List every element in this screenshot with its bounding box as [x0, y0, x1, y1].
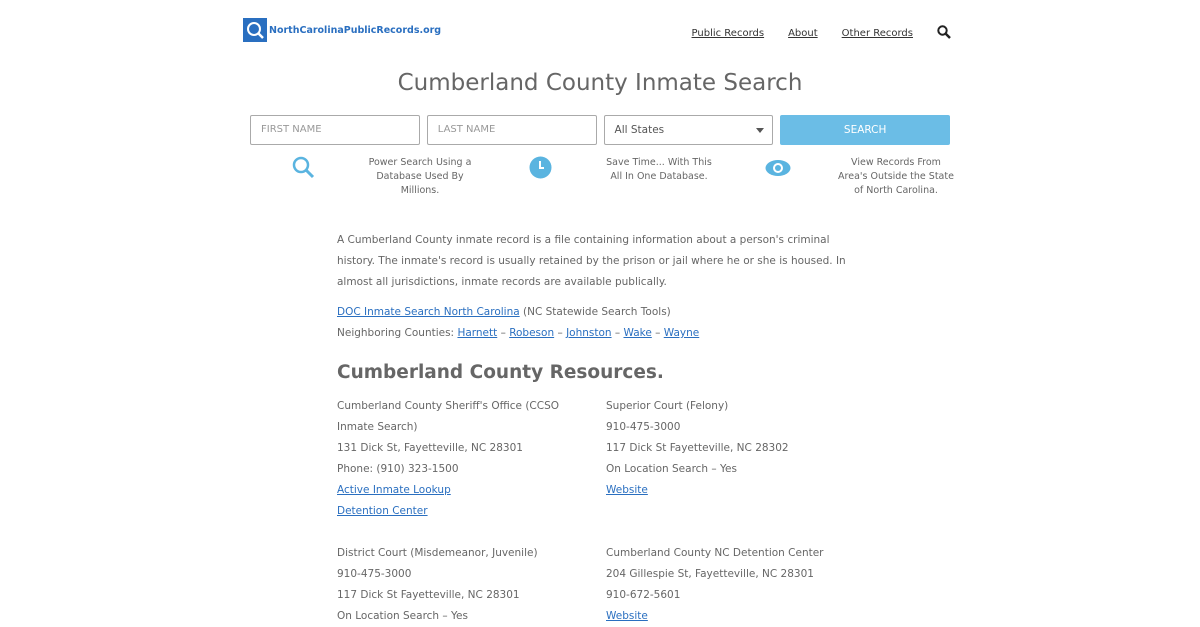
- intro-section: A Cumberland County inmate record is a file containing information about a person's criminal history. The inmate's record is usually retained by the prison or jail where he or she is housed. In almost all jurisdictions, inmate records are available publically. DOC Inmate Search North Carolina (NC Statewide Search Tools) Neighboring Counties: Harnett – Robeson – Johnston – Wake – Wayne: [337, 230, 857, 344]
- resource-address: 117 Dick St Fayetteville, NC 28302: [606, 442, 789, 454]
- resource-note: On Location Search – Yes: [606, 463, 737, 475]
- nav-other-records[interactable]: Other Records: [841, 28, 913, 39]
- neighbor-link[interactable]: Johnston: [566, 327, 612, 339]
- logo-text: NorthCarolinaPublicRecords.org: [269, 24, 442, 36]
- eye-icon: [765, 159, 791, 181]
- resource-phone: 910-475-3000: [606, 421, 681, 433]
- header: [243, 18, 951, 44]
- resource-phone: 910-672-5601: [606, 589, 681, 601]
- feature-power-search: Power Search Using a Database Used By Millions.: [368, 157, 472, 196]
- neighbor-link[interactable]: Robeson: [509, 327, 555, 339]
- resource-note: On Location Search – Yes: [337, 610, 468, 622]
- resource-detention-center: [606, 543, 856, 627]
- feature-view-records: View Records From Area's Outside the State of North Carolina.: [838, 157, 954, 196]
- search-button[interactable]: SEARCH: [780, 115, 950, 145]
- detention-center-link[interactable]: Detention Center: [337, 505, 428, 517]
- neighbor-label: Neighboring Counties:: [337, 327, 458, 339]
- page-title: Cumberland County Inmate Search: [397, 70, 803, 96]
- neighbor-link[interactable]: Wake: [623, 327, 652, 339]
- resource-name: District Court (Misdemeanor, Juvenile): [337, 547, 538, 559]
- website-link[interactable]: Website: [606, 610, 648, 622]
- resource-name: Cumberland County Sheriff's Office (CCSO Inmate Search): [337, 400, 560, 433]
- feature-save-time: Save Time... With This All In One Database.: [606, 157, 712, 182]
- resources-title: Cumberland County Resources.: [337, 362, 664, 383]
- resource-address: 204 Gillespie St, Fayetteville, NC 28301: [606, 568, 814, 580]
- active-inmate-lookup-link[interactable]: Active Inmate Lookup: [337, 484, 451, 496]
- resource-superior-court: [606, 396, 856, 501]
- search-form: [250, 115, 950, 145]
- resource-district-court: [337, 543, 587, 627]
- site-logo[interactable]: [243, 18, 441, 42]
- power-search-icon: [292, 156, 316, 184]
- state-select[interactable]: All States: [604, 115, 774, 145]
- doc-note: (NC Statewide Search Tools): [519, 306, 671, 318]
- last-name-input[interactable]: LAST NAME: [427, 115, 597, 145]
- resource-phone: 910-475-3000: [337, 568, 412, 580]
- resource-phone: Phone: (910) 323-1500: [337, 463, 459, 475]
- website-link[interactable]: Website: [606, 484, 648, 496]
- search-icon[interactable]: [937, 24, 951, 43]
- magnifier-logo-icon: [243, 18, 267, 42]
- clock-icon: [529, 156, 552, 183]
- neighbor-link[interactable]: Wayne: [663, 327, 700, 339]
- resource-address: 117 Dick St Fayetteville, NC 28301: [337, 589, 520, 601]
- doc-inmate-search-link[interactable]: DOC Inmate Search North Carolina: [337, 306, 520, 318]
- neighbor-link[interactable]: Harnett: [457, 327, 498, 339]
- first-name-input[interactable]: FIRST NAME: [250, 115, 420, 145]
- nav-public-records[interactable]: Public Records: [691, 28, 765, 39]
- intro-text: A Cumberland County inmate record is a file containing information about a person's criminal history. The inmate's record is usually retained by the prison or jail where he or she is housed. In almost all jurisdictions, inmate records are available publically.: [337, 234, 846, 288]
- resource-name: Superior Court (Felony): [606, 400, 729, 412]
- resource-sheriff: [337, 396, 587, 522]
- resource-address: 131 Dick St, Fayetteville, NC 28301: [337, 442, 523, 454]
- nav-about[interactable]: About: [788, 28, 818, 39]
- resource-name: Cumberland County NC Detention Center: [606, 547, 824, 559]
- main-nav: [692, 24, 951, 43]
